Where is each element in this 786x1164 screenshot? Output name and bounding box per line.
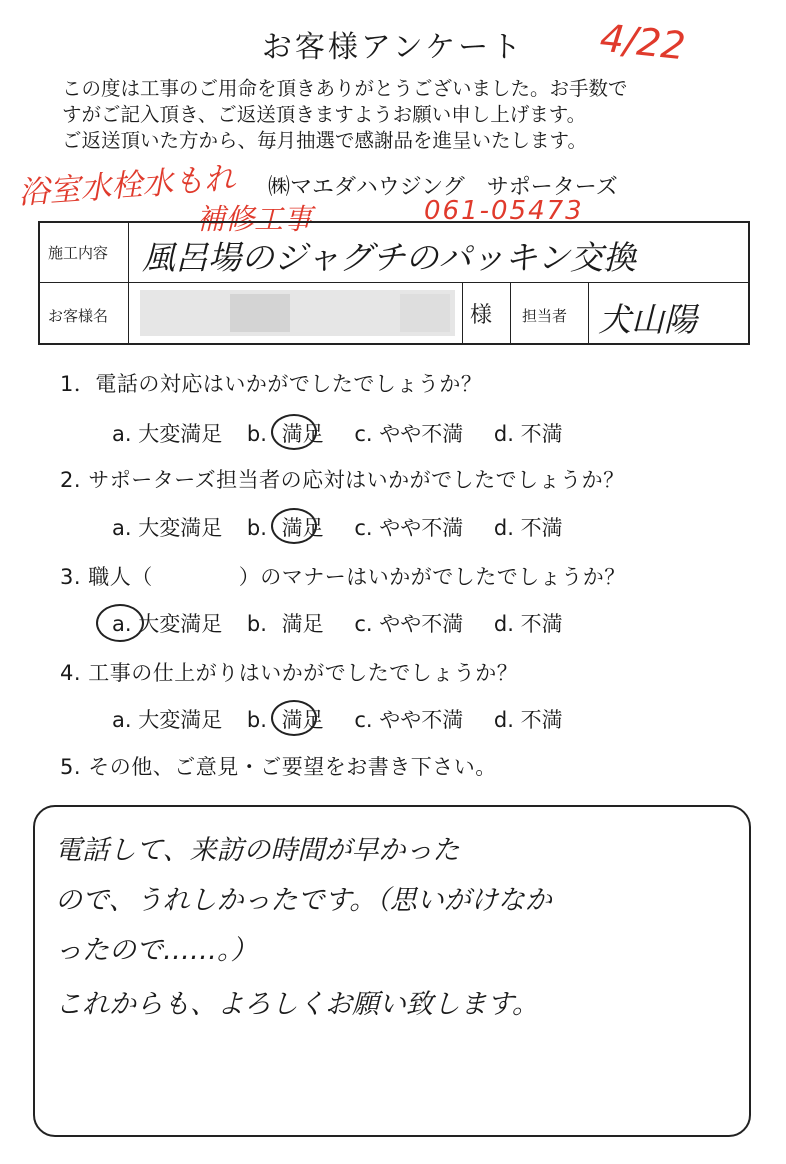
option-row-4 bbox=[112, 704, 563, 734]
option-row-3 bbox=[112, 608, 563, 638]
option-b-label: 満足 bbox=[281, 708, 324, 732]
form-col-divider bbox=[588, 282, 589, 345]
option-a[interactable]: a. bbox=[112, 422, 132, 446]
option-a[interactable]: a. bbox=[112, 516, 132, 540]
option-c-label: やや不満 bbox=[379, 516, 464, 540]
handwritten-phone: 061-05473 bbox=[424, 196, 584, 226]
option-d[interactable]: d. bbox=[493, 708, 514, 732]
question-1: 1．電話の対応はいかがでしたでしょうか？ bbox=[60, 372, 483, 396]
selection-circle bbox=[271, 508, 317, 544]
company-name: ㈱マエダハウジング サポーターズ bbox=[268, 175, 618, 200]
intro-line-1: この度は工事のご用命を頂きありがとうございました。お手数で bbox=[62, 77, 628, 100]
selection-circle bbox=[271, 414, 317, 450]
work-value: 風呂場のジャグチのパッキン交換 bbox=[142, 238, 637, 277]
option-row-2 bbox=[112, 512, 563, 542]
option-a-label: 大変満足 bbox=[138, 708, 223, 732]
comment-line-3: ったので……。） bbox=[55, 935, 258, 966]
intro-line-3: ご返送頂いた方から、毎月抽選で感謝品を進呈いたします。 bbox=[62, 129, 587, 152]
option-b-label: 満足 bbox=[281, 612, 324, 636]
selection-circle bbox=[271, 700, 317, 736]
option-d-label: 不満 bbox=[520, 708, 563, 732]
selection-circle bbox=[96, 604, 144, 642]
option-b[interactable]: b. bbox=[246, 708, 267, 732]
option-a[interactable]: a. bbox=[112, 708, 132, 732]
work-label: 施工内容 bbox=[48, 244, 109, 262]
option-c-label: やや不満 bbox=[379, 708, 464, 732]
redacted-block bbox=[230, 294, 290, 332]
option-c[interactable]: c. bbox=[354, 612, 373, 636]
comment-line-4: これからも、よろしくお願い致します。 bbox=[55, 989, 539, 1020]
option-d-label: 不満 bbox=[520, 516, 563, 540]
option-c[interactable]: c. bbox=[354, 708, 373, 732]
comment-line-1: 電話して、来訪の時間が早かった bbox=[55, 835, 460, 866]
question-3: 3. 職人（ ）のマナーはいかがでしたでしょうか？ bbox=[60, 565, 626, 589]
option-row-1 bbox=[112, 418, 563, 448]
option-c[interactable]: c. bbox=[354, 516, 373, 540]
option-b[interactable]: b. bbox=[246, 422, 267, 446]
option-c-label: やや不満 bbox=[379, 422, 464, 446]
intro-line-2: すがご記入頂き、ご返送頂きますようお願い申し上げます。 bbox=[62, 103, 587, 126]
form-col-divider bbox=[510, 282, 511, 345]
option-b-label: 満足 bbox=[281, 516, 324, 540]
question-2: 2. サポーターズ担当者の応対はいかがでしたでしょうか？ bbox=[60, 468, 625, 492]
handwritten-work-note-2: 補修工事 bbox=[196, 202, 313, 236]
option-d[interactable]: d. bbox=[493, 612, 514, 636]
question-4: 4. 工事の仕上がりはいかがでしたでしょうか？ bbox=[60, 661, 519, 685]
staff-label: 担当者 bbox=[522, 307, 568, 325]
comment-line-2: ので、うれしかったです。（思いがけなか bbox=[55, 885, 552, 916]
option-a-label: 大変満足 bbox=[138, 612, 223, 636]
option-c-label: やや不満 bbox=[379, 612, 464, 636]
handwritten-work-note: 浴室水栓水もれ bbox=[17, 160, 237, 212]
staff-value: 犬山陽 bbox=[598, 300, 697, 339]
option-d-label: 不満 bbox=[520, 422, 563, 446]
option-b-label: 満足 bbox=[281, 422, 324, 446]
form-col-divider bbox=[462, 282, 463, 345]
form-col-divider bbox=[128, 221, 129, 345]
honorific: 様 bbox=[470, 303, 493, 328]
option-a-label: 大変満足 bbox=[138, 422, 223, 446]
handwritten-date: 4/22 bbox=[597, 15, 688, 69]
page-title: お客様アンケート bbox=[261, 30, 525, 65]
question-5: 5. その他、ご意見・ご要望をお書き下さい。 bbox=[60, 755, 497, 779]
option-b[interactable]: b. bbox=[246, 612, 267, 636]
option-a-label: 大変満足 bbox=[138, 516, 223, 540]
option-d-label: 不満 bbox=[520, 612, 563, 636]
option-c[interactable]: c. bbox=[354, 422, 373, 446]
option-a[interactable]: a. bbox=[112, 612, 132, 636]
option-d[interactable]: d. bbox=[493, 516, 514, 540]
form-divider bbox=[38, 282, 750, 283]
redacted-block bbox=[400, 294, 450, 332]
option-d[interactable]: d. bbox=[493, 422, 514, 446]
customer-label: お客様名 bbox=[48, 307, 109, 325]
option-b[interactable]: b. bbox=[246, 516, 267, 540]
